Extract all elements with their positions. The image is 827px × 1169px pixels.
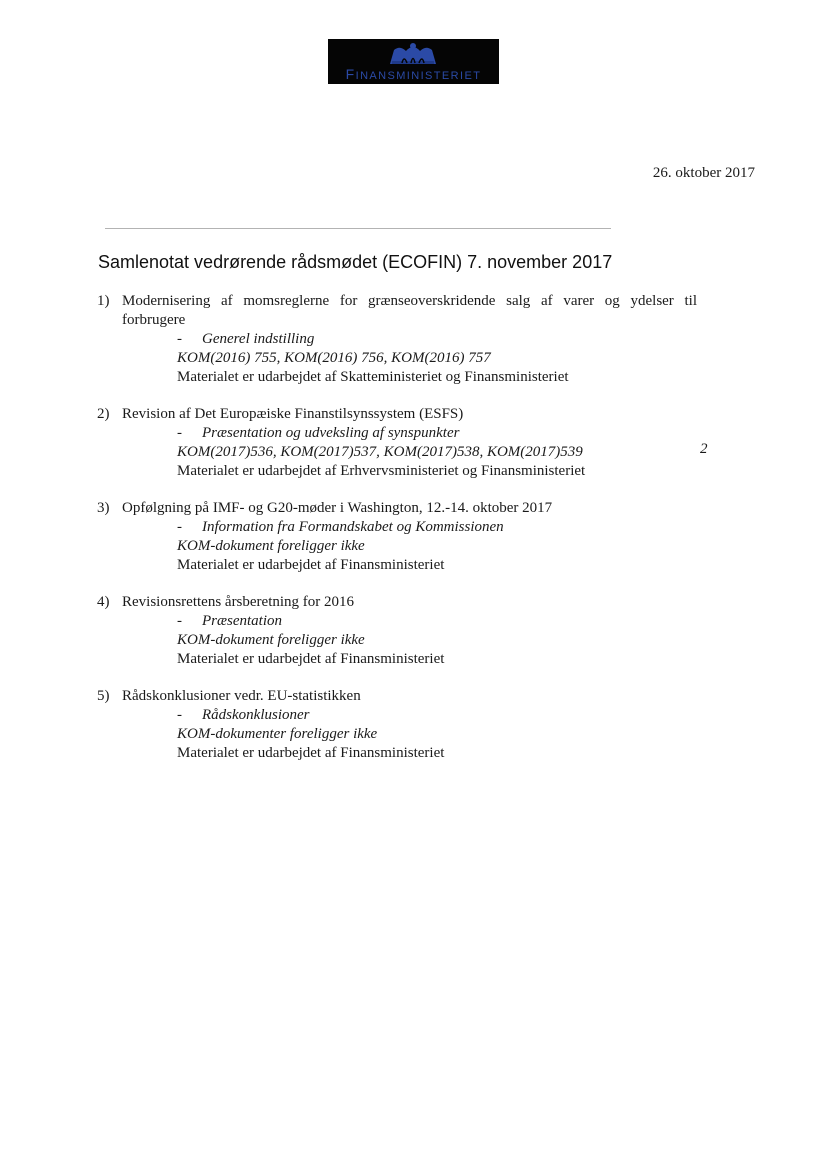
item-kom: KOM-dokument foreligger ikke [177,632,365,648]
logo-text: FINANSMINISTERIET [345,66,482,82]
document-title: Samlenotat vedrørende rådsmødet (ECOFIN) 7. november 2017 [98,252,613,272]
item-number: 3) [97,500,110,516]
item-prepared: Materialet er udarbejdet af Erhvervsministeriet og Finansministeriet [177,463,586,479]
item-type: - Information fra Formandskabet og Kommissionen [177,519,504,535]
item-number: 4) [97,594,110,610]
crown-icon [386,42,440,66]
item-kom: KOM(2016) 755, KOM(2016) 756, KOM(2016) 757 [177,350,491,366]
item-prepared: Materialet er udarbejdet af Skatteministeriet og Finansministeriet [177,369,569,385]
agenda-item-3 [97,499,697,575]
item-heading: Opfølgning på IMF- og G20-møder i Washington, 12.-14. oktober 2017 [122,500,553,516]
item-heading: Revisionsrettens årsberetning for 2016 [122,594,355,610]
document-date: 26. oktober 2017 [652,165,755,181]
item-type: - Præsentation [177,613,283,629]
item-heading-line1: Modernisering af momsreglerne for grænseoverskridende salg af varer og ydelser til [122,293,697,309]
item-kom: KOM(2017)536, KOM(2017)537, KOM(2017)538, KOM(2017)539 [177,444,583,460]
item-heading-line2: forbrugere [122,312,186,328]
item-prepared: Materialet er udarbejdet af Finansministeriet [177,651,445,667]
item-number: 2) [97,406,110,422]
agenda-item-2 [97,405,697,481]
item-type: - Præsentation og udveksling af synspunkter [177,425,460,441]
item-kom: KOM-dokument foreligger ikke [177,538,365,554]
item-type: - Rådskonklusioner [177,707,310,723]
item-number: 5) [97,688,110,704]
item-heading: Revision af Det Europæiske Finanstilsynssystem (ESFS) [122,406,464,422]
agenda-item-1 [97,292,697,387]
item-number: 1) [97,293,110,309]
item-prepared: Materialet er udarbejdet af Finansministeriet [177,745,445,761]
side-page-number: 2 [700,441,708,457]
item-type: - Generel indstilling [177,331,315,347]
agenda-item-4 [97,593,697,669]
item-prepared: Materialet er udarbejdet af Finansministeriet [177,557,445,573]
finansministeriet-logo [328,39,499,84]
item-heading: Rådskonklusioner vedr. EU-statistikken [122,688,361,704]
agenda-item-5 [97,687,697,763]
divider-line [105,228,611,229]
item-kom: KOM-dokumenter foreligger ikke [177,726,378,742]
